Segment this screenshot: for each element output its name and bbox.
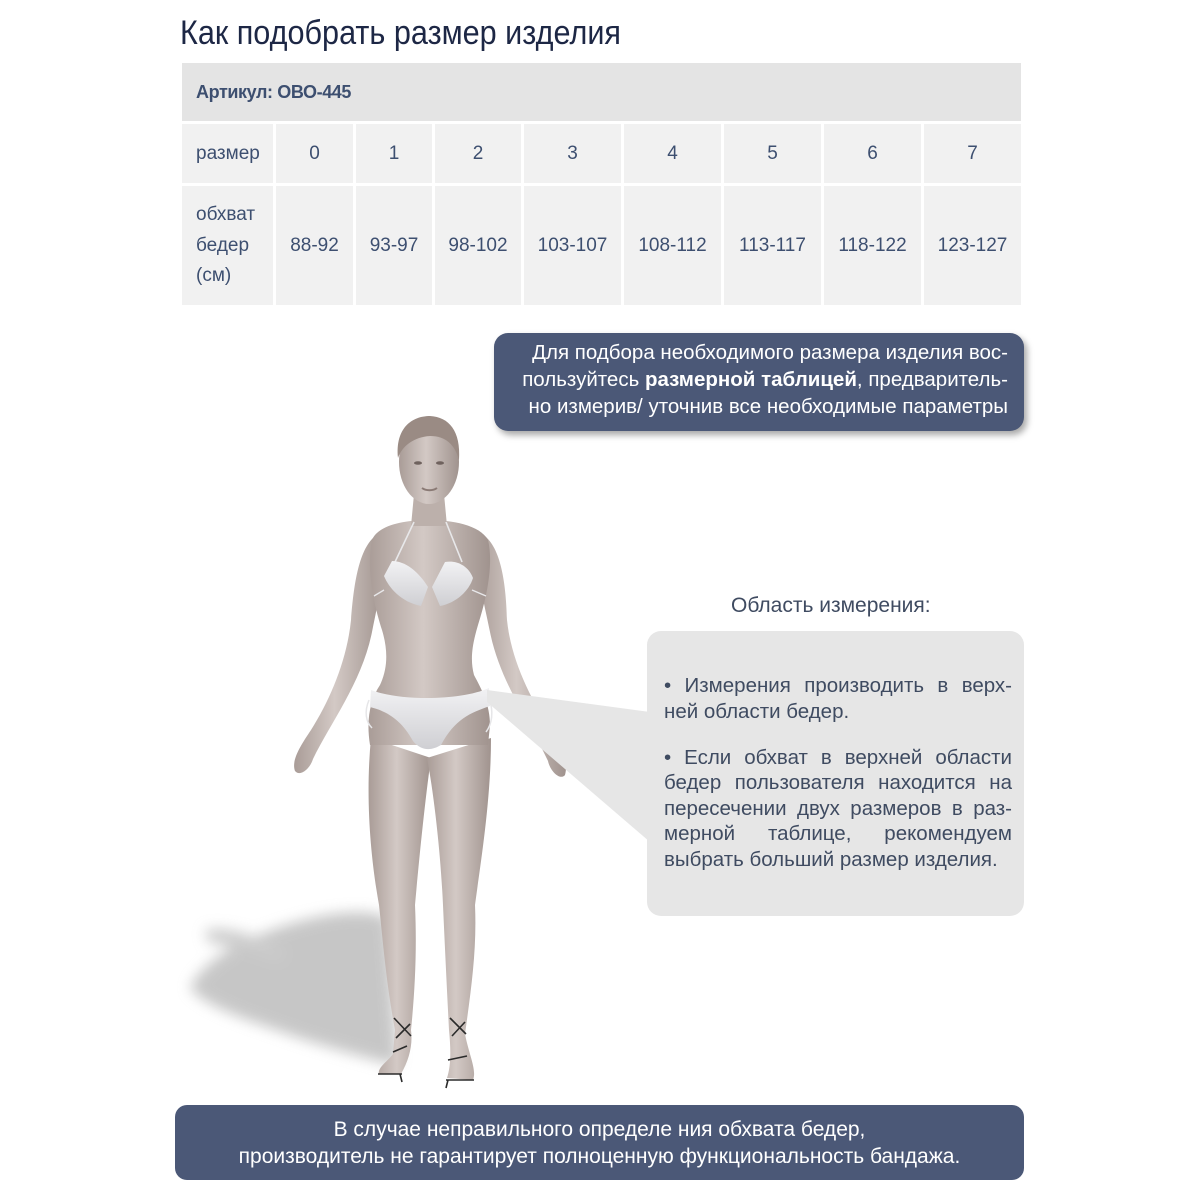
measurement-instructions [647,631,1024,916]
page-title: Как подобрать размер изделия [180,14,621,52]
size-cell: 1 [356,124,432,183]
size-cell: 3 [524,124,621,183]
hint-text: , предваритель- [856,368,1008,391]
instruction-line: пересечении двух размеров в раз- [664,796,1012,820]
instruction-line: выбрать больший размер изделия. [664,847,998,871]
notice-line: производитель не гарантирует полноценную функциональность бандажа. [238,1145,961,1168]
size-table [182,63,1021,305]
hip-range-cell: 103-107 [524,186,621,305]
instruction-line: ней области бедер. [664,699,850,723]
hip-range-cell: 93-97 [356,186,432,305]
hint-text: пользуйтесь [522,368,645,391]
size-cell: 4 [624,124,721,183]
hint-bold-text: размерной таблицей [644,368,857,391]
instruction-line: • Если обхват в верхней области [664,745,1012,769]
instruction-item [664,745,1012,873]
size-row-label: размер [182,124,273,183]
hint-line: Для подбора необходимого размера изделия вос- [532,341,1008,364]
hip-row-label [182,186,273,305]
size-cell: 0 [276,124,353,183]
hip-range-cell: 108-112 [624,186,721,305]
warranty-notice [175,1105,1024,1180]
hip-label-line: обхват [196,204,256,225]
hip-range-cell: 123-127 [924,186,1021,305]
size-cell: 5 [724,124,821,183]
size-cell: 2 [435,124,521,183]
hip-range-cell: 98-102 [435,186,521,305]
hip-label-line: бедер [196,234,250,256]
instruction-line: мерной таблице, рекомендуем [664,822,1012,845]
size-cell: 6 [824,124,921,183]
hint-line [504,366,1008,393]
size-table-hint [494,333,1024,431]
article-header: Артикул: ОВО-445 [182,63,1021,121]
hip-range-cell: 88-92 [276,186,353,305]
measurement-area-heading: Область измерения: [731,594,931,617]
measurement-pointer [480,680,650,850]
instruction-item [664,673,1012,724]
hip-range-cell: 113-117 [724,186,821,305]
hint-line: но измерив/ уточнив все необходимые параметры [528,395,1008,418]
figure-shadow [190,912,398,1066]
instruction-line: • Измерения производить в верх- [664,674,1012,697]
hip-label-line: (см) [196,265,232,286]
hip-range-cell: 118-122 [824,186,921,305]
instruction-line: бедер пользователя находится на [664,771,1012,794]
notice-line: В случае неправильного определе ния обхвата бедер, [333,1118,866,1141]
size-cell: 7 [924,124,1021,183]
